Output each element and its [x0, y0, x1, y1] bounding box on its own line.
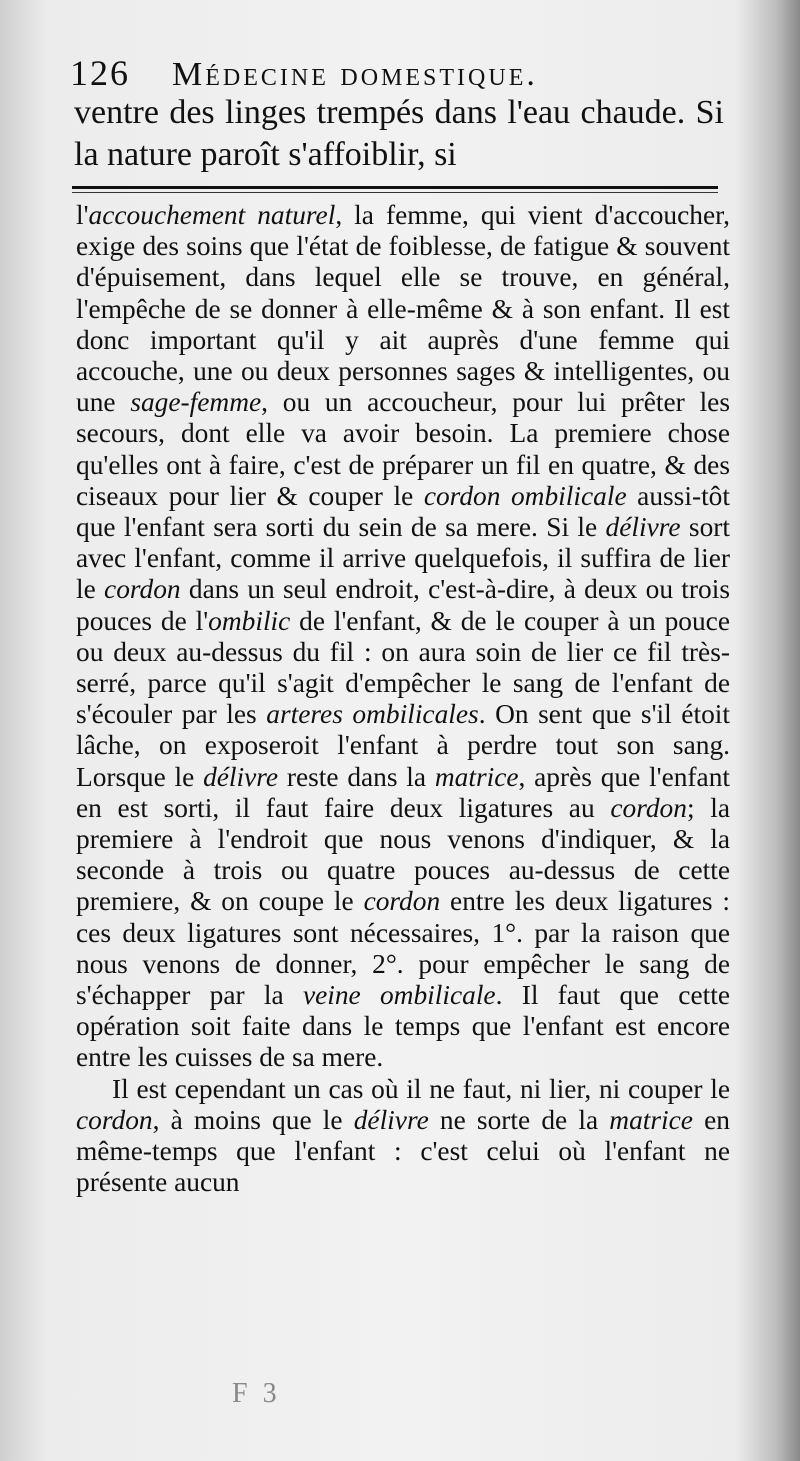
text-run: en même-temps que l'enfant : c'est celui où l'enfant ne présente aucun: [76, 1104, 730, 1198]
text-run: ; la premiere à l'endroit que nous venons d'indiquer, & la seconde à trois ou quatre pouces au-dessus de cette premiere, & on coupe le: [76, 792, 730, 917]
text-run: Il est cependant un cas où il ne faut, ni lier, ni couper le: [112, 1073, 730, 1104]
italic-term: cordon: [363, 886, 441, 917]
text-run: ne sorte de la: [428, 1104, 610, 1135]
text-run: aussi-tôt que l'enfant sera sorti du sein de sa mere. Si le: [76, 480, 730, 543]
text-run: , après que l'enfant en est sorti, il faut faire deux ligatures au: [76, 761, 731, 823]
italic-term: sage-femme: [130, 387, 262, 418]
footnote-separator-rule: [72, 186, 718, 189]
text-run: de l'enfant, & de le couper à un pouce ou deux au-dessus du fil : on aura soin de lier ce fil très-serré, parce qu'il s'agit d'empêcher le sang de l'enfant de s'écouler par les: [76, 605, 730, 730]
italic-term: délivre: [605, 512, 681, 543]
footnote-paragraph: [76, 1074, 730, 1199]
text-run: dans un seul endroit, c'est-à-dire, à deux ou trois pouces de l': [76, 574, 730, 636]
italic-term: cordon: [76, 1104, 153, 1135]
italic-term: veine ombilicale: [302, 980, 496, 1011]
italic-term: cordon: [104, 574, 181, 605]
signature-mark: F 3: [232, 1378, 281, 1409]
page-header: [70, 52, 730, 94]
text-run: . On sent que s'il étoit lâche, on exposeroit l'enfant à perdre tout son sang. Lorsque le: [76, 699, 730, 792]
italic-term: délivre: [203, 761, 279, 792]
text-run: reste dans la: [278, 761, 435, 792]
italic-term: matrice: [434, 761, 519, 792]
text-run: , ou un accoucheur, pour lui prêter les secours, dont elle va avoir besoin. La premiere chose qu'elles ont à faire, c'est de préparer un fil en quatre, & des ciseaux pour lier & couper le: [76, 387, 730, 511]
text-run: sort avec l'enfant, comme il arrive quelquefois, il suffira de lier le: [76, 512, 730, 605]
italic-term: ombilic: [208, 605, 291, 636]
footnote-paragraph: [76, 200, 730, 1074]
page-number: 126: [70, 53, 130, 93]
text-run: entre les deux ligatures : ces deux ligatures sont nécessaires, 1°. par la raison que nous venons de donner, 2°. pour empêcher le sang de s'échapper par la: [76, 886, 731, 1011]
main-text-continuation: ventre des linges trempés dans l'eau chaude. Si la nature paroît s'affoiblir, si: [74, 94, 724, 173]
text-run: l': [76, 200, 89, 230]
footnote-text: [76, 200, 730, 1199]
italic-term: cordon ombilicale: [423, 480, 627, 511]
italic-term: accouchement naturel: [88, 200, 336, 230]
text-run: , à moins que le: [152, 1104, 354, 1135]
italic-term: matrice: [609, 1104, 693, 1135]
italic-term: arteres ombilicales: [266, 699, 479, 730]
text-run: , la femme, qui vient d'accoucher, exige des soins que l'état de foiblesse, de fatigue & souvent d'épuisement, dans lequel elle se trouve, en général, l'empêche de se donner à elle-même & à son enfant. Il est donc important qu'il y ait auprès d'une femme qui accouche, une ou deux personnes sages & intelligentes, ou une: [76, 200, 731, 418]
text-run: . Il faut que cette opération soit faite dans le temps que l'enfant est encore entre les cuisses de sa mere.: [76, 980, 731, 1073]
footnote-separator-thin-rule: [72, 192, 718, 193]
running-title: Médecine domestique.: [172, 56, 538, 93]
italic-term: délivre: [353, 1104, 429, 1135]
italic-term: cordon: [610, 792, 687, 823]
